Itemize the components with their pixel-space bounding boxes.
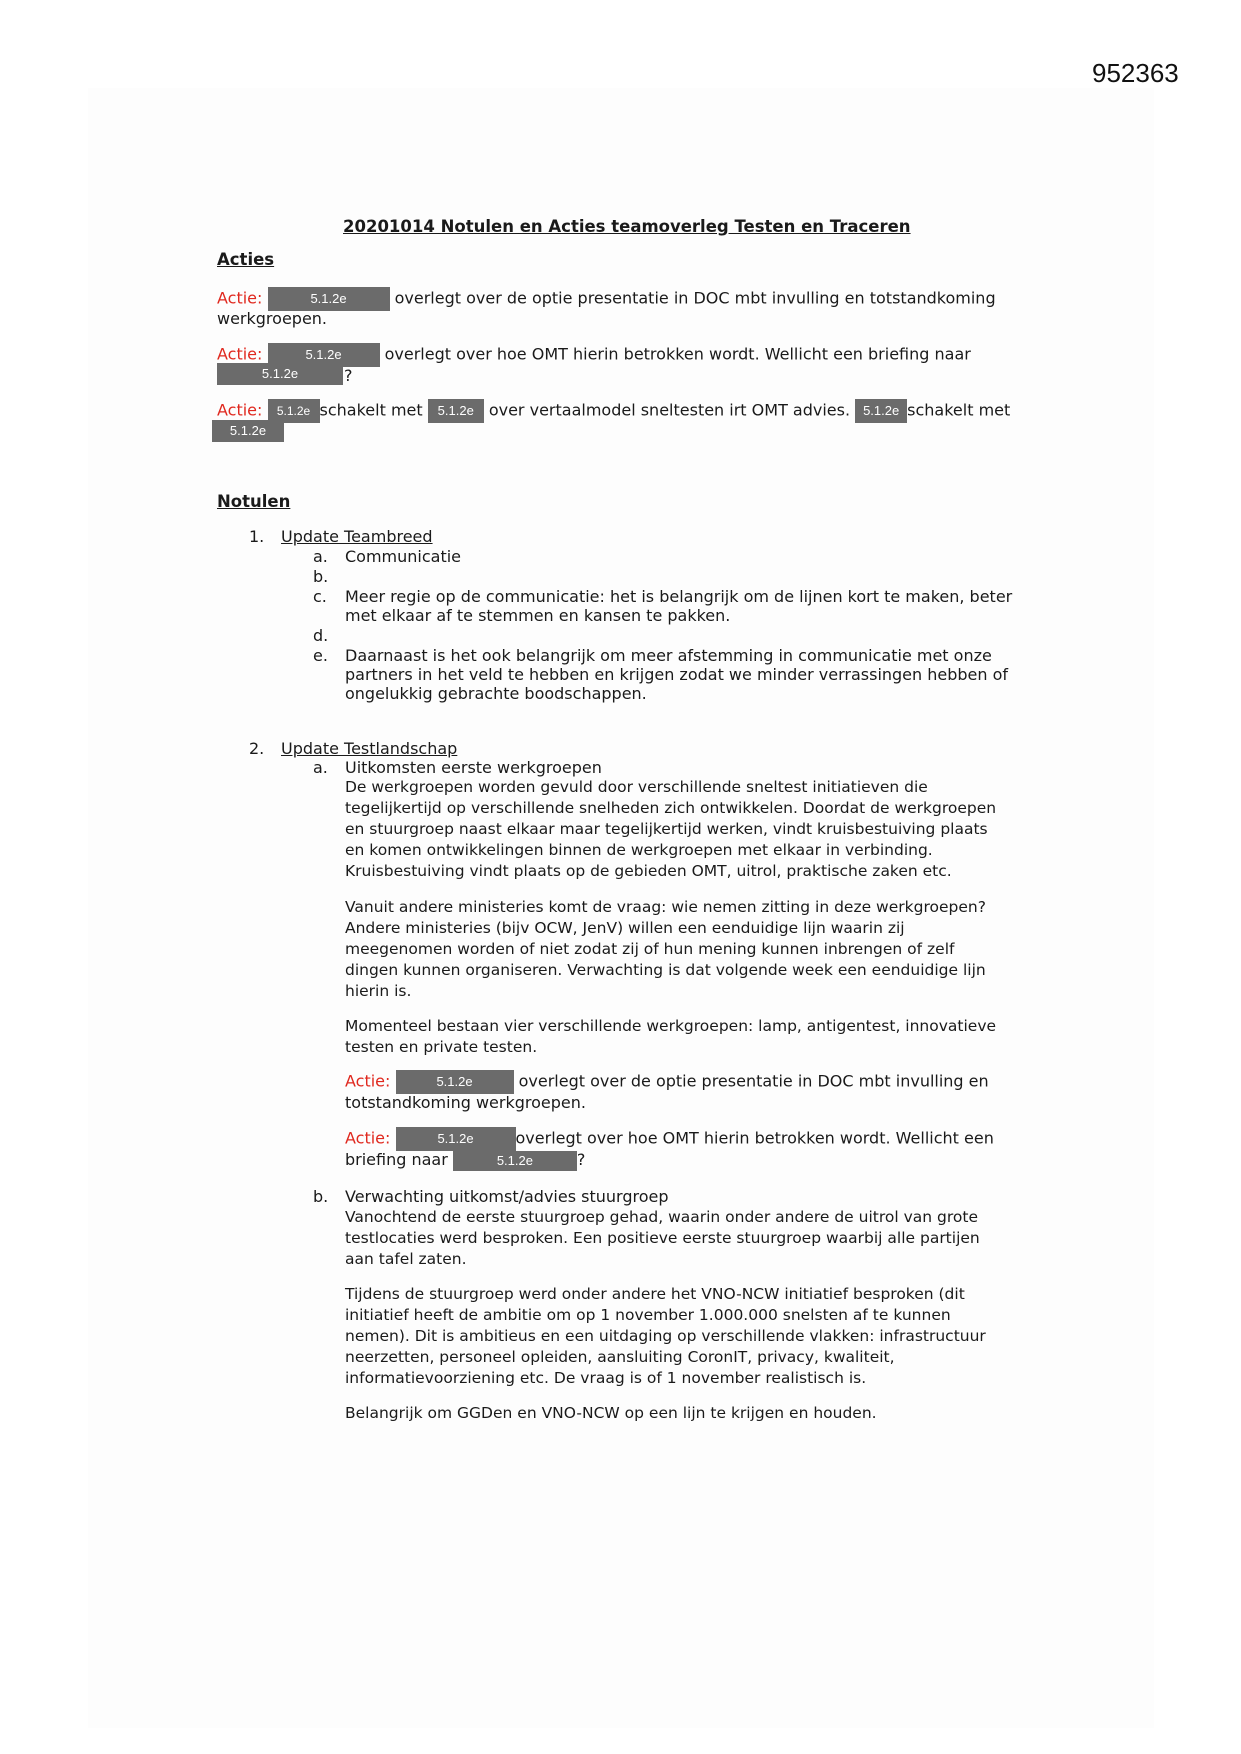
actie-3-text-c: schakelt met [907, 400, 1011, 420]
item-1a-text: Communicatie [345, 547, 462, 566]
list-number: 1. [249, 527, 265, 546]
item-1-title: Update Teambreed [281, 527, 433, 546]
text-line: Tijdens de stuurgroep werd onder andere het VNO-NCW initiatief besproken (dit [345, 1285, 965, 1303]
notulen-heading: Notulen [217, 492, 291, 511]
redaction-box: 5.1.2e [268, 399, 320, 423]
text-line: nemen). Dit is ambitieus en een uitdaging op verschillende vlakken: infrastructuur [345, 1327, 986, 1345]
text-line: meegenomen worden of niet zodat zij of hun mening kunnen inbrengen of zelf [345, 940, 955, 958]
acties-heading: Acties [217, 250, 275, 269]
sub-label: b. [313, 567, 329, 586]
text-line: en komen ontwikkelingen binnen de werkgroepen met elkaar in verbinding. [345, 841, 933, 859]
item-1e-line-2: partners in het veld te hebben en krijgen zodat we minder verrassingen hebben of [345, 665, 1009, 684]
sub-label: b. [313, 1187, 329, 1206]
text-line: Kruisbestuiving vindt plaats op de gebieden OMT, uitrol, praktische zaken etc. [345, 862, 952, 880]
item-1e-line-1: Daarnaast is het ook belangrijk om meer afstemming in communicatie met onze [345, 646, 992, 665]
sub-label: e. [313, 646, 328, 665]
text-line: Momenteel bestaan vier verschillende werkgroepen: lamp, antigentest, innovatieve [345, 1017, 997, 1035]
item-1c-line-2: met elkaar af te stemmen en kansen te pakken. [345, 606, 731, 625]
text-line: Vanuit andere ministeries komt de vraag: wie nemen zitting in deze werkgroepen? [345, 898, 986, 916]
actie-3-text-b: over vertaalmodel sneltesten irt OMT advies. [488, 400, 851, 420]
actie-3-text-a: schakelt met [319, 400, 423, 420]
actie-text: briefing naar [345, 1150, 448, 1169]
item-2b-paragraph-1 [345, 1207, 1035, 1270]
item-2a-title: Uitkomsten eerste werkgroepen [345, 758, 602, 777]
item-2a-paragraph-1 [345, 777, 1035, 882]
actie-label: Actie: [345, 1128, 391, 1148]
redaction-box: 5.1.2e [268, 343, 380, 367]
actie-2-end: ? [344, 366, 353, 385]
item-2-title: Update Testlandschap [281, 739, 458, 758]
actie-text: overlegt over hoe OMT hierin betrokken wordt. Wellicht een [515, 1128, 994, 1148]
redaction-box: 5.1.2e [855, 399, 907, 423]
item-2a-paragraph-3 [345, 1016, 1035, 1058]
actie-1-line-1 [217, 287, 996, 311]
redaction-box: 5.1.2e [396, 1070, 514, 1094]
item-2b-paragraph-3 [345, 1403, 1035, 1424]
item-1e-line-3: ongelukkig gebrachte boodschappen. [345, 684, 647, 703]
sub-label: c. [313, 587, 327, 606]
notulen-actie-2-line-1 [345, 1127, 994, 1151]
actie-label: Actie: [217, 344, 263, 364]
actie-text: ? [576, 1150, 586, 1169]
redaction-box: 5.1.2e [212, 420, 284, 442]
text-line: tegelijkertijd op verschillende snelheden zich ontwikkelen. Doordat de werkgroepen [345, 799, 997, 817]
redaction-box: 5.1.2e [217, 363, 343, 385]
text-line: hierin is. [345, 982, 412, 1000]
sub-label: a. [313, 547, 328, 566]
notulen-actie-2-line-2 [345, 1150, 585, 1171]
text-line: dingen kunnen organiseren. Verwachting is dat volgende week een eenduidige lijn [345, 961, 986, 979]
text-line: Andere ministeries (bijv OCW, JenV) willen een eenduidige lijn waarin zij [345, 919, 905, 937]
actie-3-line-1 [217, 399, 1010, 423]
item-2b-title: Verwachting uitkomst/advies stuurgroep [345, 1187, 669, 1206]
actie-text: overlegt over de optie presentatie in DOC mbt invulling en [518, 1071, 989, 1091]
actie-2-text: overlegt over hoe OMT hierin betrokken wordt. Wellicht een briefing naar [384, 344, 971, 364]
text-line: en stuurgroep naast elkaar maar tegelijkertijd werken, vindt kruisbestuiving plaats [345, 820, 988, 838]
redaction-box: 5.1.2e [453, 1151, 577, 1171]
item-2a-paragraph-2 [345, 897, 1035, 1002]
list-number: 2. [249, 739, 265, 758]
text-line: De werkgroepen worden gevuld door verschillende sneltest initiatieven die [345, 778, 928, 796]
actie-label: Actie: [345, 1071, 391, 1091]
document-number: 952363 [1092, 58, 1179, 88]
text-line: testen en private testen. [345, 1038, 538, 1056]
text-line: Vanochtend de eerste stuurgroep gehad, waarin onder andere de uitrol van grote [345, 1208, 978, 1226]
text-line: informatievoorziening etc. De vraag is of 1 november realistisch is. [345, 1369, 867, 1387]
text-line: neerzetten, personeel opleiden, aansluiting CoronIT, privacy, kwaliteit, [345, 1348, 895, 1366]
actie-1-line-2: werkgroepen. [217, 309, 328, 328]
item-1c-line-1: Meer regie op de communicatie: het is belangrijk om de lijnen kort te maken, beter [345, 587, 1013, 606]
sub-label: a. [313, 758, 328, 777]
document-title: 20201014 Notulen en Acties teamoverleg Testen en Traceren [343, 217, 911, 236]
actie-label: Actie: [217, 288, 263, 308]
text-line: initiatief heeft de ambitie om op 1 november 1.000.000 snelsten af te kunnen [345, 1306, 951, 1324]
actie-label: Actie: [217, 400, 263, 420]
item-2b-paragraph-2 [345, 1284, 1035, 1389]
redaction-box: 5.1.2e [396, 1127, 516, 1151]
redaction-box: 5.1.2e [428, 399, 484, 423]
text-line: Belangrijk om GGDen en VNO-NCW op een lijn te krijgen en houden. [345, 1404, 877, 1422]
text-line: testlocaties werd besproken. Een positieve eerste stuurgroep waarbij alle partijen [345, 1229, 980, 1247]
redaction-box: 5.1.2e [268, 287, 390, 311]
text-line: aan tafel zaten. [345, 1250, 467, 1268]
notulen-actie-1-line-1 [345, 1070, 989, 1094]
notulen-actie-1-line-2: totstandkoming werkgroepen. [345, 1093, 586, 1112]
actie-1-text: overlegt over de optie presentatie in DOC mbt invulling en totstandkoming [394, 288, 996, 308]
sub-label: d. [313, 626, 329, 645]
